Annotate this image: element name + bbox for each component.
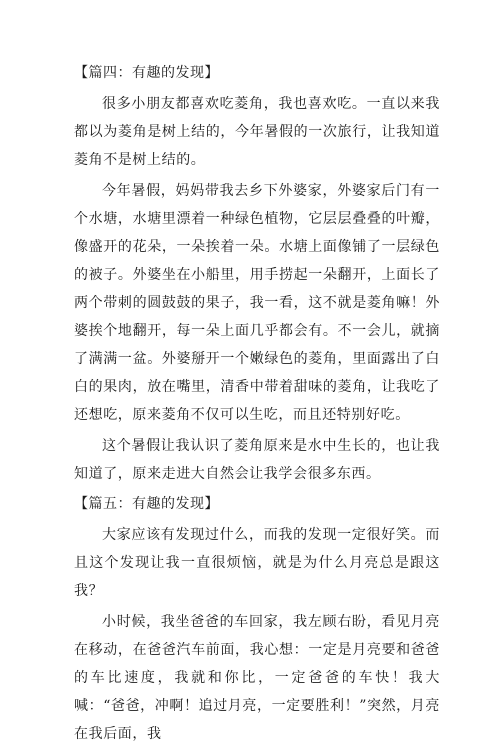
paragraph: 今年暑假，妈妈带我去乡下外婆家，外婆家后门有一个水塘，水塘里漂着一种绿色植物，它层层叠叠的叶瓣，像盛开的花朵，一朵挨着一朵。水塘上面像铺了一层绿色的被子。外婆坐在小船里，用手捞起一朵翻开，上面长了两个带刺的圆鼓鼓的果子，我一看，这不就是菱角嘛！外婆挨个地翻开，每一朵上面几乎都会有。不一会儿，就摘了满满一盆。外婆掰开一个嫩绿色的菱角，里面露出了白白的果肉，放在嘴里，清香中带着甜味的菱角，让我吃了还想吃，原来菱角不仅可以生吃，而且还特别好吃。 [74,183,440,423]
paragraph: 大家应该有发现过什么，而我的发现一定很好笑。而且这个发现让我一直很烦恼，就是为什么月亮总是跟这我？ [74,527,440,599]
paragraph: 这个暑假让我认识了菱角原来是水中生长的，也让我知道了，原来走进大自然会让我学会很多东西。 [74,438,440,482]
section-heading: 【篇四：有趣的发现】 [74,65,219,81]
paragraph: 很多小朋友都喜欢吃菱角，我也喜欢吃。一直以来我都以为菱角是树上结的，今年暑假的一次旅行，让我知道菱角不是树上结的。 [74,96,440,168]
paragraph: 小时候，我坐爸爸的车回家，我左顾右盼，看见月亮在移动，在爸爸汽车前面，我心想：一定是月亮要和爸爸的车比速度，我就和你比，一定爸爸的车快！我大喊：“爸爸，冲啊！追过月亮，一定要胜利！”突然，月亮在我后面，我 [74,614,440,742]
article-section-4 [74,60,440,488]
section-heading: 【篇五：有趣的发现】 [74,496,219,512]
article-section-5 [74,491,440,748]
